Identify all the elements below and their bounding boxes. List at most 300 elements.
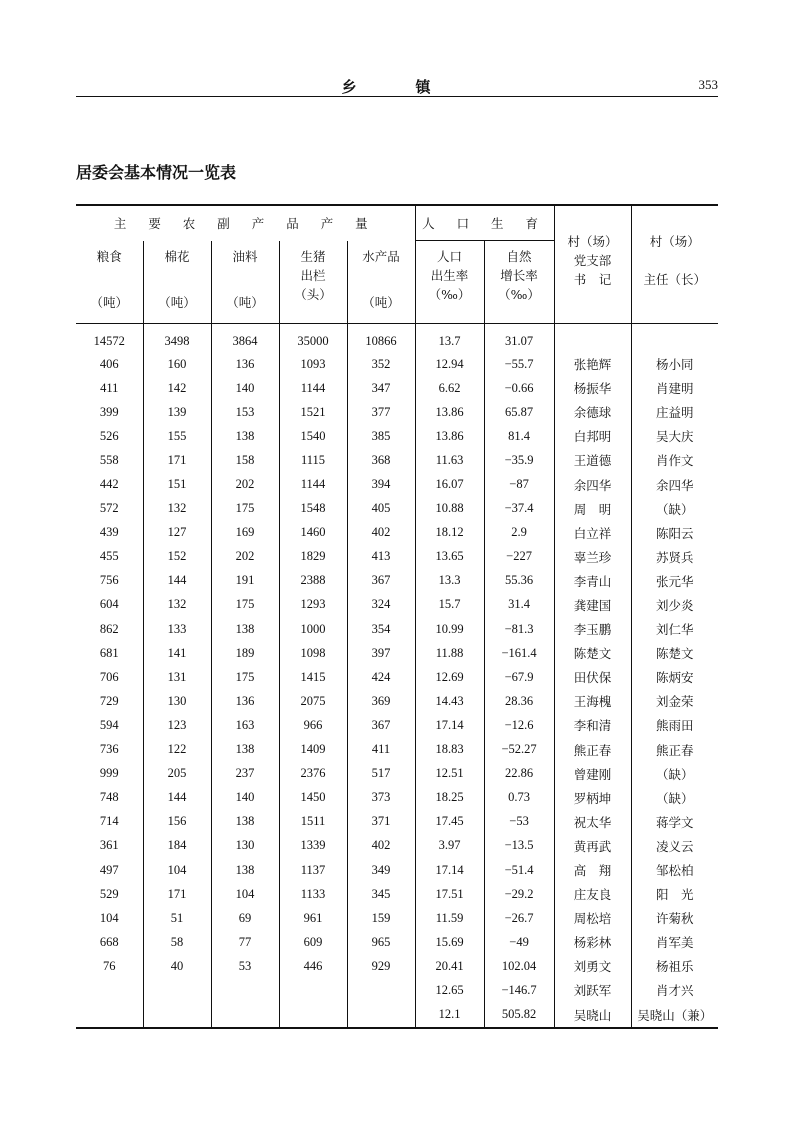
header-cotton <box>143 241 211 324</box>
header-birth-label: 人口 出生率 <box>430 249 469 283</box>
cell-cotton: 155 <box>143 424 211 448</box>
cell-director: 刘金荣 <box>631 689 718 713</box>
cell-oil: 202 <box>211 545 279 569</box>
cell-cotton: 58 <box>143 930 211 954</box>
cell-pigs <box>279 978 347 1002</box>
cell-growth-rate: −55.7 <box>484 352 554 376</box>
cell-pigs: 2388 <box>279 569 347 593</box>
cell-aquatic: 367 <box>347 713 415 737</box>
cell-growth-rate: −67.9 <box>484 665 554 689</box>
header-aquatic-label: 水产品 <box>362 248 400 264</box>
table-row <box>76 521 718 545</box>
cell-growth-rate: 2.9 <box>484 521 554 545</box>
cell-growth-rate: −26.7 <box>484 906 554 930</box>
table-row <box>76 497 718 521</box>
header-growth-label: 自然 增长率 <box>500 249 538 283</box>
running-title: 乡 镇 <box>341 78 453 96</box>
cell-aquatic: 373 <box>347 786 415 810</box>
cell-grain: 406 <box>99 356 119 371</box>
cell-director <box>631 324 718 353</box>
cell-director: 杨祖乐 <box>631 954 718 978</box>
cell-oil: 237 <box>211 762 279 786</box>
cell-growth-rate: −49 <box>484 930 554 954</box>
cell-grain: 14572 <box>93 333 125 348</box>
cell-oil: 163 <box>211 713 279 737</box>
cell-grain: 681 <box>99 645 119 660</box>
cell-growth-rate: 31.07 <box>484 324 554 353</box>
cell-birth-rate: 3.97 <box>415 834 484 858</box>
cell-aquatic: 367 <box>347 569 415 593</box>
cell-oil: 169 <box>211 521 279 545</box>
cell-grain: 999 <box>99 766 119 781</box>
cell-cotton: 104 <box>143 858 211 882</box>
cell-growth-rate: −81.3 <box>484 617 554 641</box>
cell-growth-rate: 0.73 <box>484 786 554 810</box>
table-row <box>76 400 718 424</box>
cell-growth-rate: 102.04 <box>484 954 554 978</box>
header-aquatic <box>347 241 415 324</box>
cell-growth-rate: 22.86 <box>484 762 554 786</box>
cell-aquatic: 347 <box>347 376 415 400</box>
cell-birth-rate: 14.43 <box>415 689 484 713</box>
cell-cotton: 141 <box>143 641 211 665</box>
cell-birth-rate: 13.7 <box>415 324 484 353</box>
cell-secretary: 周 明 <box>554 497 631 521</box>
cell-pigs: 1521 <box>279 400 347 424</box>
cell-birth-rate: 12.69 <box>415 665 484 689</box>
cell-oil: 153 <box>211 400 279 424</box>
cell-grain <box>76 978 143 1002</box>
cell-secretary: 王海槐 <box>554 689 631 713</box>
cell-aquatic: 354 <box>347 617 415 641</box>
table-title: 居委会基本情况一览表 <box>76 163 237 182</box>
cell-birth-rate: 17.51 <box>415 882 484 906</box>
header-secretary: 村（场） 党支部 书 记 <box>554 205 631 324</box>
cell-cotton: 171 <box>143 882 211 906</box>
cell-director: 阳 光 <box>631 882 718 906</box>
cell-aquatic: 411 <box>347 738 415 762</box>
cell-director: 吴晓山（兼） <box>631 1003 718 1028</box>
cell-cotton <box>143 1003 211 1028</box>
cell-director: 邹松柏 <box>631 858 718 882</box>
cell-pigs: 1000 <box>279 617 347 641</box>
cell-secretary: 高 翔 <box>554 858 631 882</box>
header-pigs-label: 生猪 出栏 <box>300 248 326 283</box>
cell-grain: 76 <box>103 958 116 973</box>
cell-pigs: 609 <box>279 930 347 954</box>
cell-director: （缺） <box>631 786 718 810</box>
cell-aquatic: 929 <box>347 954 415 978</box>
cell-grain: 706 <box>99 669 119 684</box>
cell-secretary: 罗柄坤 <box>554 786 631 810</box>
cell-director: 陈炳安 <box>631 665 718 689</box>
cell-grain <box>76 1003 143 1028</box>
cell-oil: 69 <box>211 906 279 930</box>
cell-secretary: 辜兰珍 <box>554 545 631 569</box>
cell-pigs: 1093 <box>279 352 347 376</box>
table-row <box>76 834 718 858</box>
cell-cotton: 122 <box>143 738 211 762</box>
cell-director: 肖才兴 <box>631 978 718 1002</box>
cell-birth-rate: 17.14 <box>415 858 484 882</box>
cell-pigs: 35000 <box>279 324 347 353</box>
table-row <box>76 641 718 665</box>
cell-birth-rate: 13.65 <box>415 545 484 569</box>
cell-growth-rate: −227 <box>484 545 554 569</box>
cell-secretary: 刘跃军 <box>554 978 631 1002</box>
cell-director: 凌义云 <box>631 834 718 858</box>
cell-oil: 53 <box>211 954 279 978</box>
cell-pigs <box>279 1003 347 1028</box>
cell-secretary: 杨振华 <box>554 376 631 400</box>
table-row <box>76 786 718 810</box>
cell-secretary: 田伏保 <box>554 665 631 689</box>
cell-grain: 736 <box>99 742 119 757</box>
cell-pigs: 1115 <box>279 448 347 472</box>
cell-director: 刘仁华 <box>631 617 718 641</box>
cell-growth-rate: −53 <box>484 810 554 834</box>
cell-pigs: 1133 <box>279 882 347 906</box>
cell-growth-rate: −29.2 <box>484 882 554 906</box>
cell-oil: 3864 <box>211 324 279 353</box>
cell-birth-rate: 13.3 <box>415 569 484 593</box>
cell-secretary: 吴晓山 <box>554 1003 631 1028</box>
header-aquatic-unit: （吨） <box>362 294 400 310</box>
cell-aquatic: 345 <box>347 882 415 906</box>
cell-birth-rate: 13.86 <box>415 400 484 424</box>
cell-director: 苏贤兵 <box>631 545 718 569</box>
cell-aquatic <box>347 1003 415 1028</box>
cell-pigs: 1511 <box>279 810 347 834</box>
cell-secretary: 张艳辉 <box>554 352 631 376</box>
cell-oil: 175 <box>211 593 279 617</box>
cell-growth-rate: −13.5 <box>484 834 554 858</box>
header-cotton-unit: （吨） <box>158 294 196 310</box>
cell-birth-rate: 11.88 <box>415 641 484 665</box>
cell-aquatic: 965 <box>347 930 415 954</box>
cell-growth-rate: −0.66 <box>484 376 554 400</box>
cell-grain: 756 <box>99 573 119 588</box>
cell-oil: 138 <box>211 810 279 834</box>
cell-growth-rate: −51.4 <box>484 858 554 882</box>
cell-aquatic <box>347 978 415 1002</box>
table-body <box>76 324 718 1028</box>
cell-pigs: 1415 <box>279 665 347 689</box>
cell-pigs: 2376 <box>279 762 347 786</box>
cell-aquatic: 352 <box>347 352 415 376</box>
cell-birth-rate: 6.62 <box>415 376 484 400</box>
cell-pigs: 2075 <box>279 689 347 713</box>
cell-director: 肖建明 <box>631 376 718 400</box>
cell-secretary: 祝太华 <box>554 810 631 834</box>
cell-birth-rate: 12.65 <box>415 978 484 1002</box>
header-birth-unit: （‰） <box>428 287 471 302</box>
cell-grain: 439 <box>99 525 119 540</box>
cell-birth-rate: 18.83 <box>415 738 484 762</box>
cell-oil: 140 <box>211 786 279 810</box>
cell-pigs: 1144 <box>279 376 347 400</box>
cell-aquatic: 394 <box>347 472 415 496</box>
cell-director: 陈楚文 <box>631 641 718 665</box>
header-cotton-label: 棉花 <box>164 248 190 264</box>
cell-grain: 442 <box>99 477 119 492</box>
table-row <box>76 617 718 641</box>
table-row <box>76 545 718 569</box>
cell-oil <box>211 1003 279 1028</box>
table-row <box>76 472 718 496</box>
cell-birth-rate: 10.88 <box>415 497 484 521</box>
header-oil-unit: （吨） <box>226 294 264 310</box>
cell-cotton: 139 <box>143 400 211 424</box>
cell-secretary: 曾建刚 <box>554 762 631 786</box>
cell-cotton <box>143 978 211 1002</box>
cell-pigs: 1409 <box>279 738 347 762</box>
cell-pigs: 1137 <box>279 858 347 882</box>
table-row <box>76 1003 718 1028</box>
cell-cotton: 130 <box>143 689 211 713</box>
cell-grain: 558 <box>99 452 119 467</box>
cell-cotton: 132 <box>143 497 211 521</box>
cell-director: 熊正春 <box>631 738 718 762</box>
cell-growth-rate: 28.36 <box>484 689 554 713</box>
cell-secretary: 白邦明 <box>554 424 631 448</box>
cell-birth-rate: 12.51 <box>415 762 484 786</box>
header-oil-label: 油料 <box>232 248 258 264</box>
cell-director: 肖军美 <box>631 930 718 954</box>
running-header <box>76 74 718 97</box>
cell-grain: 714 <box>99 814 119 829</box>
table-row <box>76 424 718 448</box>
cell-oil: 138 <box>211 617 279 641</box>
page-number: 353 <box>698 77 718 92</box>
cell-oil: 138 <box>211 858 279 882</box>
cell-birth-rate: 10.99 <box>415 617 484 641</box>
cell-aquatic: 349 <box>347 858 415 882</box>
cell-grain: 104 <box>99 910 119 925</box>
cell-aquatic: 385 <box>347 424 415 448</box>
cell-growth-rate: 505.82 <box>484 1003 554 1028</box>
cell-cotton: 171 <box>143 448 211 472</box>
table-row <box>76 376 718 400</box>
cell-oil: 158 <box>211 448 279 472</box>
table-row <box>76 930 718 954</box>
cell-growth-rate: −161.4 <box>484 641 554 665</box>
cell-secretary: 龚建国 <box>554 593 631 617</box>
cell-director: 陈阳云 <box>631 521 718 545</box>
header-pigs-unit: （头） <box>294 286 332 302</box>
cell-pigs: 1460 <box>279 521 347 545</box>
header-birth-rate <box>415 241 484 324</box>
cell-aquatic: 324 <box>347 593 415 617</box>
cell-secretary: 白立祥 <box>554 521 631 545</box>
cell-grain: 594 <box>99 717 119 732</box>
cell-pigs: 1339 <box>279 834 347 858</box>
cell-oil: 138 <box>211 738 279 762</box>
cell-director: 张元华 <box>631 569 718 593</box>
cell-secretary: 刘勇文 <box>554 954 631 978</box>
cell-growth-rate: 31.4 <box>484 593 554 617</box>
table-row <box>76 810 718 834</box>
cell-oil: 136 <box>211 352 279 376</box>
cell-secretary: 李青山 <box>554 569 631 593</box>
cell-birth-rate: 17.14 <box>415 713 484 737</box>
cell-oil: 175 <box>211 497 279 521</box>
cell-oil: 104 <box>211 882 279 906</box>
cell-cotton: 3498 <box>143 324 211 353</box>
cell-cotton: 127 <box>143 521 211 545</box>
cell-birth-rate: 11.63 <box>415 448 484 472</box>
cell-cotton: 152 <box>143 545 211 569</box>
cell-birth-rate: 13.86 <box>415 424 484 448</box>
table-row <box>76 738 718 762</box>
cell-secretary: 余德球 <box>554 400 631 424</box>
cell-birth-rate: 18.25 <box>415 786 484 810</box>
cell-birth-rate: 20.41 <box>415 954 484 978</box>
table-row <box>76 906 718 930</box>
cell-grain: 729 <box>99 693 119 708</box>
cell-birth-rate: 15.69 <box>415 930 484 954</box>
cell-oil: 140 <box>211 376 279 400</box>
table-row <box>76 569 718 593</box>
table-row <box>76 593 718 617</box>
cell-cotton: 205 <box>143 762 211 786</box>
cell-grain: 668 <box>99 934 119 949</box>
cell-cotton: 123 <box>143 713 211 737</box>
cell-birth-rate: 12.94 <box>415 352 484 376</box>
table-row <box>76 978 718 1002</box>
cell-pigs: 1293 <box>279 593 347 617</box>
table-row <box>76 858 718 882</box>
cell-secretary: 熊正春 <box>554 738 631 762</box>
cell-growth-rate: 81.4 <box>484 424 554 448</box>
cell-cotton: 131 <box>143 665 211 689</box>
residents-committee-table <box>76 204 718 1029</box>
table-row <box>76 713 718 737</box>
cell-secretary: 王道德 <box>554 448 631 472</box>
cell-oil: 202 <box>211 472 279 496</box>
table-row <box>76 665 718 689</box>
cell-aquatic: 402 <box>347 834 415 858</box>
cell-grain: 572 <box>99 501 119 516</box>
cell-oil <box>211 978 279 1002</box>
cell-secretary: 杨彩林 <box>554 930 631 954</box>
table-row <box>76 448 718 472</box>
cell-pigs: 1098 <box>279 641 347 665</box>
cell-director: （缺） <box>631 497 718 521</box>
cell-secretary: 庄友良 <box>554 882 631 906</box>
cell-director: 蒋学文 <box>631 810 718 834</box>
cell-aquatic: 369 <box>347 689 415 713</box>
header-director: 村（场） 主任（长） <box>631 205 718 324</box>
cell-grain: 497 <box>99 862 119 877</box>
cell-grain: 862 <box>99 621 119 636</box>
cell-pigs: 1829 <box>279 545 347 569</box>
cell-birth-rate: 12.1 <box>415 1003 484 1028</box>
cell-director: 刘少炎 <box>631 593 718 617</box>
cell-director: 吴大庆 <box>631 424 718 448</box>
cell-pigs: 446 <box>279 954 347 978</box>
cell-growth-rate: −37.4 <box>484 497 554 521</box>
cell-pigs: 1540 <box>279 424 347 448</box>
cell-secretary: 余四华 <box>554 472 631 496</box>
cell-oil: 77 <box>211 930 279 954</box>
header-population: 人 口 生 育 <box>415 205 554 241</box>
cell-grain: 361 <box>99 838 119 853</box>
cell-director: 肖作文 <box>631 448 718 472</box>
cell-cotton: 160 <box>143 352 211 376</box>
cell-oil: 130 <box>211 834 279 858</box>
cell-aquatic: 397 <box>347 641 415 665</box>
cell-cotton: 40 <box>143 954 211 978</box>
header-grain-unit: （吨） <box>90 294 128 310</box>
cell-aquatic: 377 <box>347 400 415 424</box>
cell-aquatic: 159 <box>347 906 415 930</box>
table-row <box>76 762 718 786</box>
cell-growth-rate: −52.27 <box>484 738 554 762</box>
cell-pigs: 1144 <box>279 472 347 496</box>
cell-cotton: 133 <box>143 617 211 641</box>
cell-growth-rate: 65.87 <box>484 400 554 424</box>
cell-grain: 529 <box>99 886 119 901</box>
cell-director: （缺） <box>631 762 718 786</box>
cell-birth-rate: 17.45 <box>415 810 484 834</box>
cell-aquatic: 424 <box>347 665 415 689</box>
cell-secretary: 黄再武 <box>554 834 631 858</box>
table-row <box>76 882 718 906</box>
cell-growth-rate: −87 <box>484 472 554 496</box>
cell-aquatic: 517 <box>347 762 415 786</box>
table-row <box>76 324 718 353</box>
cell-birth-rate: 16.07 <box>415 472 484 496</box>
cell-director: 杨小同 <box>631 352 718 376</box>
cell-oil: 189 <box>211 641 279 665</box>
header-oil <box>211 241 279 324</box>
cell-oil: 175 <box>211 665 279 689</box>
cell-cotton: 156 <box>143 810 211 834</box>
cell-aquatic: 368 <box>347 448 415 472</box>
cell-oil: 138 <box>211 424 279 448</box>
cell-cotton: 144 <box>143 569 211 593</box>
cell-aquatic: 371 <box>347 810 415 834</box>
cell-cotton: 142 <box>143 376 211 400</box>
header-agri-products: 主 要 农 副 产 品 产 量 <box>113 215 377 231</box>
cell-birth-rate: 11.59 <box>415 906 484 930</box>
header-growth-rate <box>484 241 554 324</box>
cell-aquatic: 10866 <box>347 324 415 353</box>
cell-director: 许菊秋 <box>631 906 718 930</box>
cell-grain: 604 <box>99 597 119 612</box>
cell-cotton: 144 <box>143 786 211 810</box>
cell-grain: 455 <box>99 549 119 564</box>
cell-grain: 748 <box>99 790 119 805</box>
cell-oil: 191 <box>211 569 279 593</box>
header-grain <box>76 241 143 324</box>
cell-birth-rate: 18.12 <box>415 521 484 545</box>
cell-oil: 136 <box>211 689 279 713</box>
cell-secretary: 周松培 <box>554 906 631 930</box>
cell-growth-rate: −146.7 <box>484 978 554 1002</box>
cell-director: 熊雨田 <box>631 713 718 737</box>
header-grain-label: 粮食 <box>96 248 122 264</box>
cell-director: 庄益明 <box>631 400 718 424</box>
header-pigs <box>279 241 347 324</box>
cell-grain: 411 <box>100 380 119 395</box>
cell-cotton: 184 <box>143 834 211 858</box>
cell-cotton: 151 <box>143 472 211 496</box>
cell-growth-rate: −35.9 <box>484 448 554 472</box>
cell-secretary: 李和清 <box>554 713 631 737</box>
cell-growth-rate: −12.6 <box>484 713 554 737</box>
